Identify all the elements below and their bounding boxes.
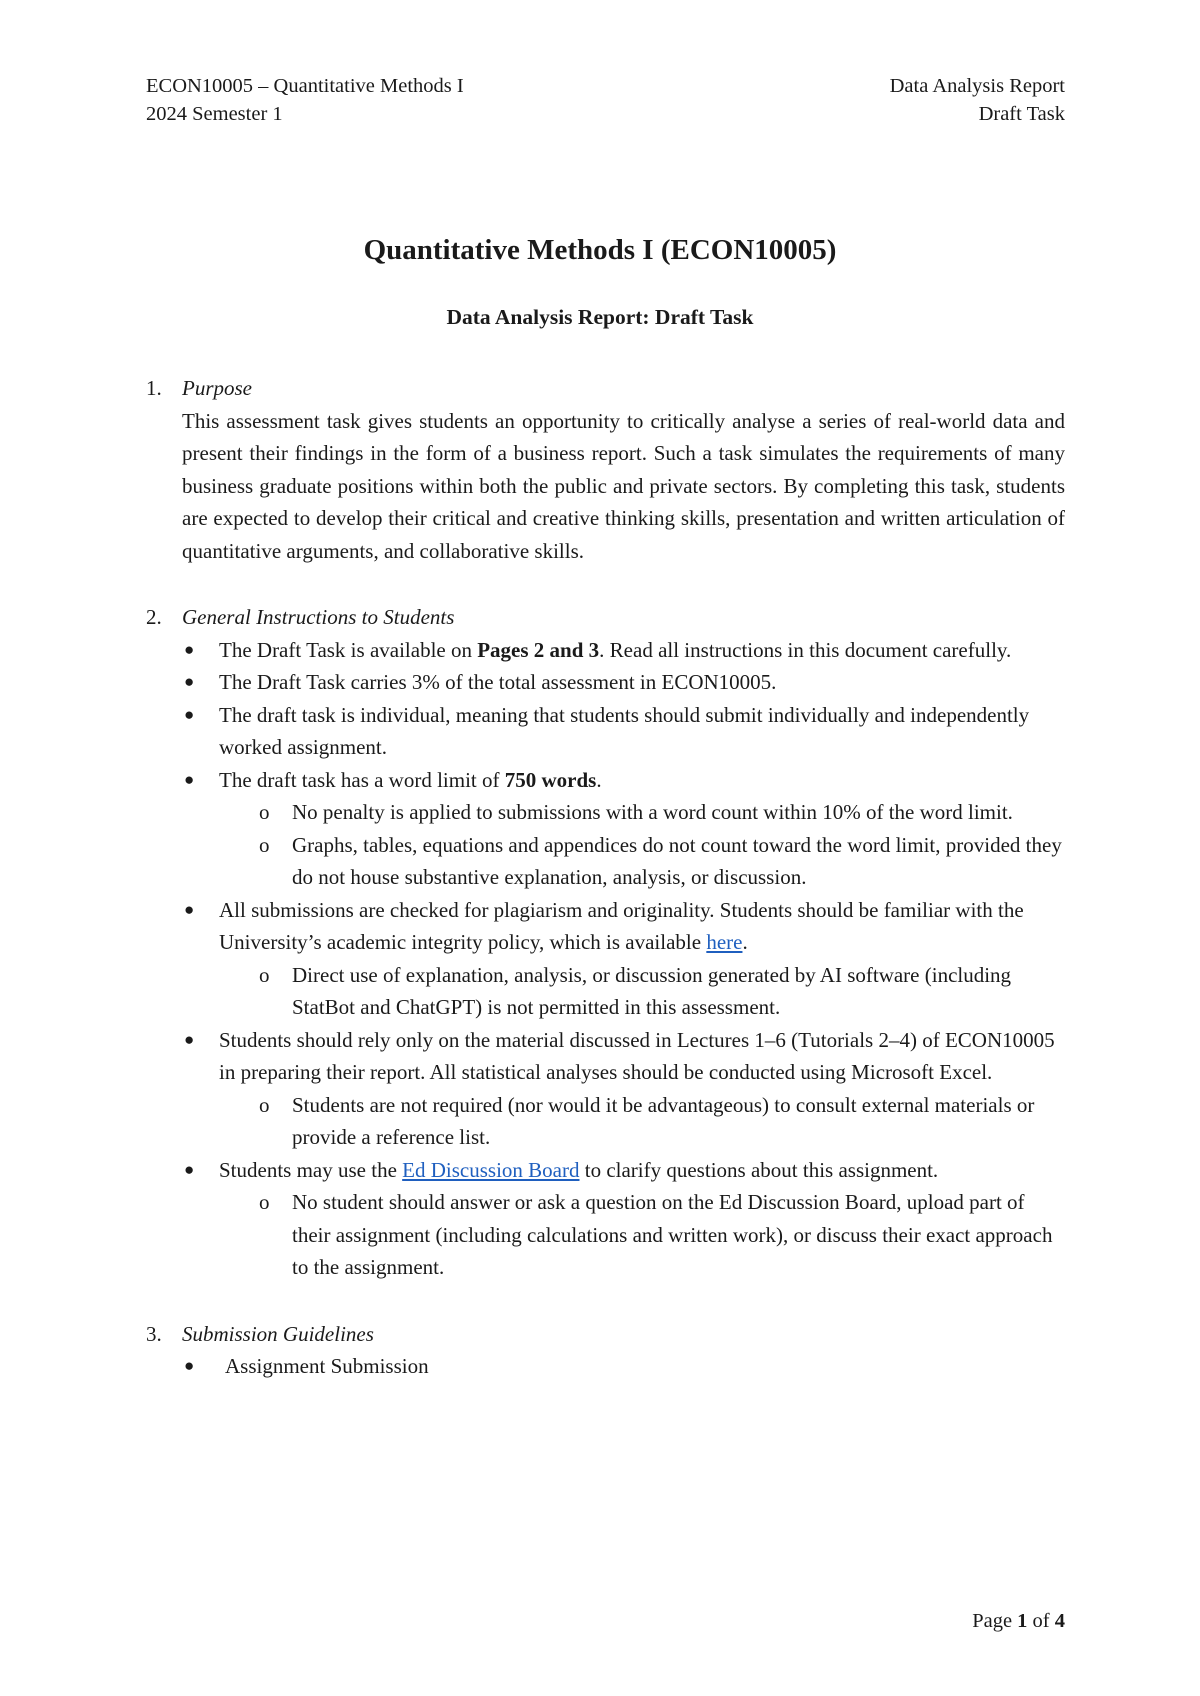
academic-integrity-link[interactable]: here — [706, 930, 743, 954]
report-name: Data Analysis Report — [889, 75, 1065, 97]
section-title: Purpose — [182, 376, 252, 400]
sub-list-item-text: Graphs, tables, equations and appendices do not count toward the word limit, provided they do not house substantive explanation, analysis, or discussion. — [292, 832, 1062, 889]
sub-list — [219, 1186, 1065, 1284]
bullet-icon: ● — [184, 704, 195, 724]
bullet-icon: ● — [184, 1029, 195, 1049]
section-title: General Instructions to Students — [182, 605, 455, 629]
list-item — [146, 699, 1065, 764]
list-item — [146, 764, 1065, 894]
sub-list-item — [219, 1186, 1065, 1284]
sub-bullet-icon: o — [259, 1190, 270, 1214]
list-item — [146, 634, 1065, 667]
bullet-icon: ● — [184, 639, 195, 659]
bullet-icon: ● — [184, 899, 195, 919]
purpose-paragraph: This assessment task gives students an opportunity to critically analyse a series of real-world data and present their findings in the form of a business report. Such a task simulates the requirements of many business graduate positions within both the public and private sectors. By completing this task, students are expected to develop their critical and creative thinking skills, presentation and written articulation of quantitative arguments, and collaborative skills. — [182, 408, 1065, 563]
list-item-text: Students should rely only on the material discussed in Lectures 1–6 (Tutorials 2–4) of ECON10005 in preparing their report. All statistical analyses should be conducted using Microsoft Excel. — [219, 1027, 1055, 1084]
header-left — [146, 72, 464, 128]
bullet-icon: ● — [184, 1159, 195, 1179]
section-purpose — [146, 372, 1065, 567]
section-instructions — [146, 601, 1065, 1284]
sub-list — [219, 959, 1065, 1024]
sub-bullet-icon: o — [259, 962, 270, 987]
sub-list-item-text: Students are not required (nor would it be advantageous) to consult external materials or provide a reference list. — [292, 1092, 1035, 1149]
list-item-text: The draft task is individual, meaning that students should submit individually and independently worked assignment. — [219, 702, 1030, 759]
list-item — [146, 1024, 1065, 1154]
instructions-list — [146, 634, 1065, 1284]
list-item — [146, 1154, 1065, 1284]
header-right — [890, 72, 1065, 128]
sub-list-item-text: Direct use of explanation, analysis, or discussion generated by AI software (including StatBot and ChatGPT) is not permitted in this assessment. — [292, 962, 1012, 1019]
task-name: Draft Task — [978, 103, 1065, 125]
list-item-text: All submissions are checked for plagiarism and originality. Students should be familiar with the University’s academic integrity policy, which is available here. — [219, 897, 1024, 954]
page-number: Page 1 of 4 — [972, 1610, 1065, 1632]
ed-discussion-board-link[interactable]: Ed Discussion Board — [402, 1157, 580, 1182]
list-item-text: The draft task has a word limit of 750 words. — [219, 767, 602, 792]
list-item — [146, 666, 1065, 699]
course-code-title: ECON10005 – Quantitative Methods I — [146, 75, 464, 97]
bullet-icon: ● — [184, 1356, 195, 1375]
document-body — [146, 372, 1065, 1383]
list-item-text: The Draft Task carries 3% of the total assessment in ECON10005. — [219, 670, 777, 694]
sub-bullet-icon: o — [259, 800, 270, 824]
document-subtitle: Data Analysis Report: Draft Task — [446, 305, 754, 329]
sub-list — [219, 796, 1065, 894]
section-heading — [146, 1318, 1065, 1351]
sub-bullet-icon: o — [259, 1092, 270, 1117]
sub-list-item — [219, 829, 1065, 894]
section-number: 3. — [146, 1321, 162, 1346]
list-item-text: Assignment Submission — [225, 1354, 429, 1378]
bullet-icon: ● — [184, 769, 195, 789]
sub-list-item — [219, 796, 1065, 829]
section-title: Submission Guidelines — [182, 1321, 374, 1346]
list-item — [146, 894, 1065, 1024]
list-item-text: The Draft Task is available on Pages 2 and 3. Read all instructions in this document carefully. — [219, 637, 1012, 662]
sub-list — [219, 1089, 1065, 1154]
bullet-icon: ● — [184, 672, 195, 691]
submission-list — [146, 1350, 1065, 1383]
sub-list-item-text: No penalty is applied to submissions with a word count within 10% of the word limit. — [292, 800, 1013, 824]
section-heading — [146, 601, 1065, 634]
sub-list-item-text: No student should answer or ask a question on the Ed Discussion Board, upload part of their assignment (including calculations and written work), or discuss their exact approach to the assignment. — [292, 1190, 1053, 1279]
sub-list-item — [219, 959, 1065, 1024]
sub-bullet-icon: o — [259, 832, 270, 857]
list-item-text: Students may use the Ed Discussion Board to clarify questions about this assignment. — [219, 1157, 939, 1182]
section-number: 1. — [146, 376, 162, 400]
section-heading — [146, 372, 1065, 405]
sub-list-item — [219, 1089, 1065, 1154]
section-number: 2. — [146, 605, 162, 629]
document-title: Quantitative Methods I (ECON10005) — [363, 234, 837, 266]
semester: 2024 Semester 1 — [146, 103, 283, 125]
list-item — [146, 1350, 1065, 1383]
section-submission — [146, 1318, 1065, 1383]
